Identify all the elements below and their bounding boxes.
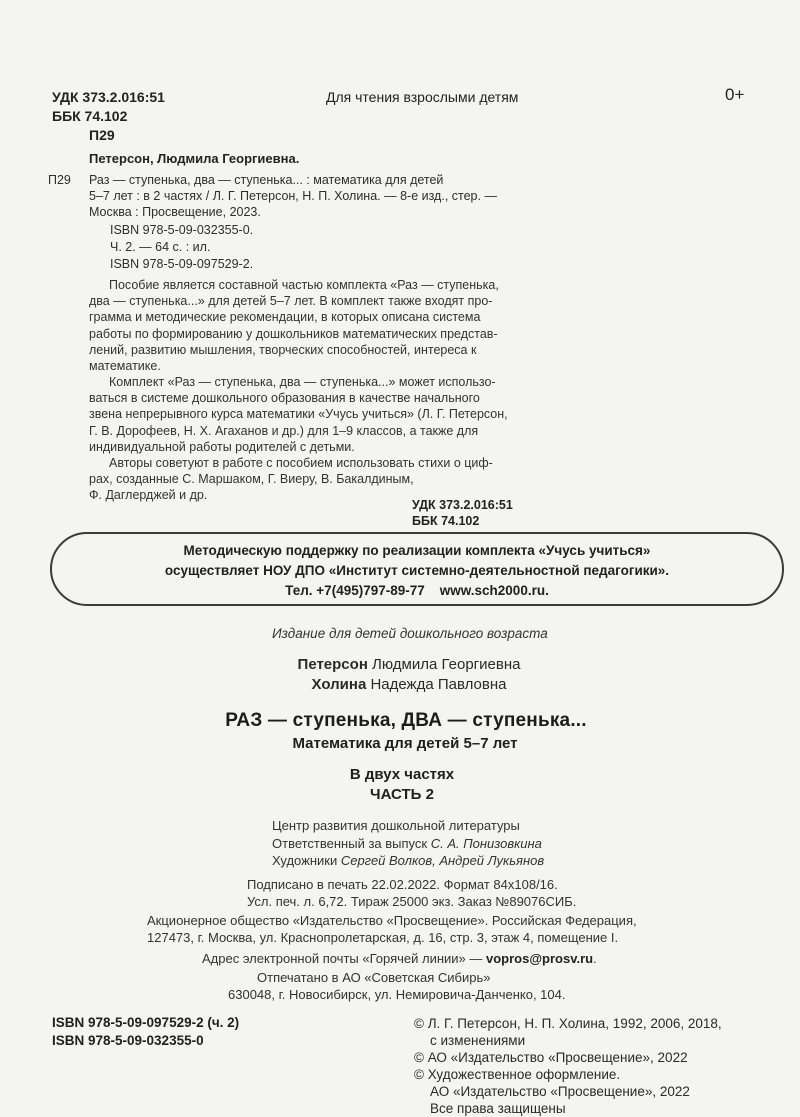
copyright-line: Все права защищены [430,1101,566,1116]
audience-note: Для чтения взрослыми детям [326,89,519,105]
abstract-line: Пособие является составной частью комплекта «Раз — ступенька, [109,278,499,292]
abstract-line: работы по формированию у дошкольников математических представ- [89,326,498,341]
methodical-support-box [50,532,784,606]
udk-code: УДК 373.2.016:51 [52,89,165,105]
author-2 [0,676,800,693]
edition-type: Издание для детей дошкольного возраста [272,626,548,641]
part-number: ЧАСТЬ 2 [370,786,434,803]
hotline-email: vopros@prosv.ru [486,951,594,966]
author-1-name: Людмила Георгиевна [367,656,521,673]
support-contacts [52,583,782,598]
copyright-line: © Л. Г. Петерсон, Н. П. Холина, 1992, 2006, 2018, [414,1016,722,1031]
hotline-label: Адрес электронной почты «Горячей линии» — [202,951,487,966]
support-line-1: Методическую поддержку по реализации комплекта «Учусь учиться» [183,543,651,558]
bib-isbn-2: ISBN 978-5-09-097529-2. [110,257,254,271]
abstract-line: Ф. Даглерджей и др. [89,488,208,503]
copyright-line: © Художественное оформление. [414,1067,621,1082]
artists [272,853,544,868]
abstract-line: два — ступенька...» для детей 5–7 лет. В комплект также входят про- [89,294,493,309]
editorial-center: Центр развития дошкольной литературы [272,818,520,833]
responsible-editor [272,836,542,851]
copyright-line: © АО «Издательство «Просвещение», 2022 [414,1050,688,1065]
udk-repeat: УДК 373.2.016:51 [412,498,513,512]
age-rating: 0+ [725,85,745,104]
hotline-end: . [593,951,597,966]
hotline [202,951,597,966]
bib-part: Ч. 2. — 64 с. : ил. [110,240,211,254]
author-1 [0,656,800,673]
abstract-line: индивидуальной работы родителей с детьми. [89,439,355,454]
abstract-line: математике. [89,359,161,374]
author-mark: П29 [89,127,115,143]
author-heading: Петерсон, Людмила Георгиевна. [89,151,300,166]
author-2-name: Надежда Павловна [366,676,507,693]
parts-count: В двух частях [349,766,455,783]
abstract-line: звена непрерывного курса математики «Учусь учиться» (Л. Г. Петерсон, [89,407,508,422]
support-phone: Тел. +7(495)797-89-77 [285,583,425,598]
printer-address: 630048, г. Новосибирск, ул. Немировича-Данченко, 104. [228,987,566,1002]
bib-line-1: Раз — ступенька, два — ступенька... : математика для детей [89,173,444,187]
book-title: РАЗ — ступенька, ДВА — ступенька... [225,710,587,731]
signed-for-print: Подписано в печать 22.02.2022. Формат 84х108/16. [247,877,558,892]
printed-by: Отпечатано в АО «Советская Сибирь» [257,970,491,985]
bib-line-2: 5–7 лет : в 2 частях / Л. Г. Петерсон, Н. П. Холина. — 8-е изд., стер. — [89,189,497,203]
responsible-label: Ответственный за выпуск [272,836,431,851]
author-2-surname: Холина [311,676,367,693]
responsible-name: С. А. Понизовкина [430,836,542,851]
copyright-line: АО «Издательство «Просвещение», 2022 [430,1084,690,1099]
support-line-2: осуществляет НОУ ДПО «Институт системно-деятельностной педагогики». [164,563,670,578]
abstract-paragraph-3 [89,455,534,504]
abstract-line: Комплект «Раз — ступенька, два — ступенька...» может использо- [109,375,496,389]
publisher-line-2: 127473, г. Москва, ул. Краснопролетарская, д. 16, стр. 3, этаж 4, помещение I. [147,930,619,945]
abstract-paragraph-2 [89,374,534,455]
abstract-line: Г. В. Дорофеев, Н. Х. Агаханов и др.) для 1–9 классов, а также для [89,423,479,438]
isbn-part-2: ISBN 978-5-09-097529-2 (ч. 2) [52,1015,240,1030]
abstract-line: ваться в системе дошкольного образования в качестве начального [89,391,480,406]
abstract-paragraph-1 [89,277,534,374]
artists-names: Сергей Волков, Андрей Лукьянов [340,853,545,868]
bib-isbn-1: ISBN 978-5-09-032355-0. [110,223,254,237]
bbk-code: ББК 74.102 [52,108,128,124]
copyright-line: с изменениями [430,1033,526,1048]
publisher-line-1: Акционерное общество «Издательство «Просвещение». Российская Федерация, [147,913,637,928]
abstract-line: Авторы советуют в работе с пособием использовать стихи о циф- [109,456,493,470]
abstract-line: грамма и методические рекомендации, в которых описана система [89,310,481,325]
abstract-line: рах, созданные С. Маршаком, Г. Виеру, В. Бакалдиным, [89,472,414,487]
book-subtitle: Математика для детей 5–7 лет [292,735,518,752]
copyright-block [414,1015,722,1117]
bib-line-3: Москва : Просвещение, 2023. [89,205,261,219]
left-author-mark: П29 [48,173,71,187]
isbn-set: ISBN 978-5-09-032355-0 [52,1033,204,1048]
print-run: Усл. печ. л. 6,72. Тираж 25000 экз. Заказ №89076СИБ. [247,894,577,909]
bbk-repeat: ББК 74.102 [412,514,480,528]
support-website: www.sch2000.ru. [439,583,549,598]
author-1-surname: Петерсон [297,656,368,673]
artists-label: Художники [272,853,341,868]
abstract-line: лений, развитию мышления, творческих способностей, интереса к [89,342,477,357]
